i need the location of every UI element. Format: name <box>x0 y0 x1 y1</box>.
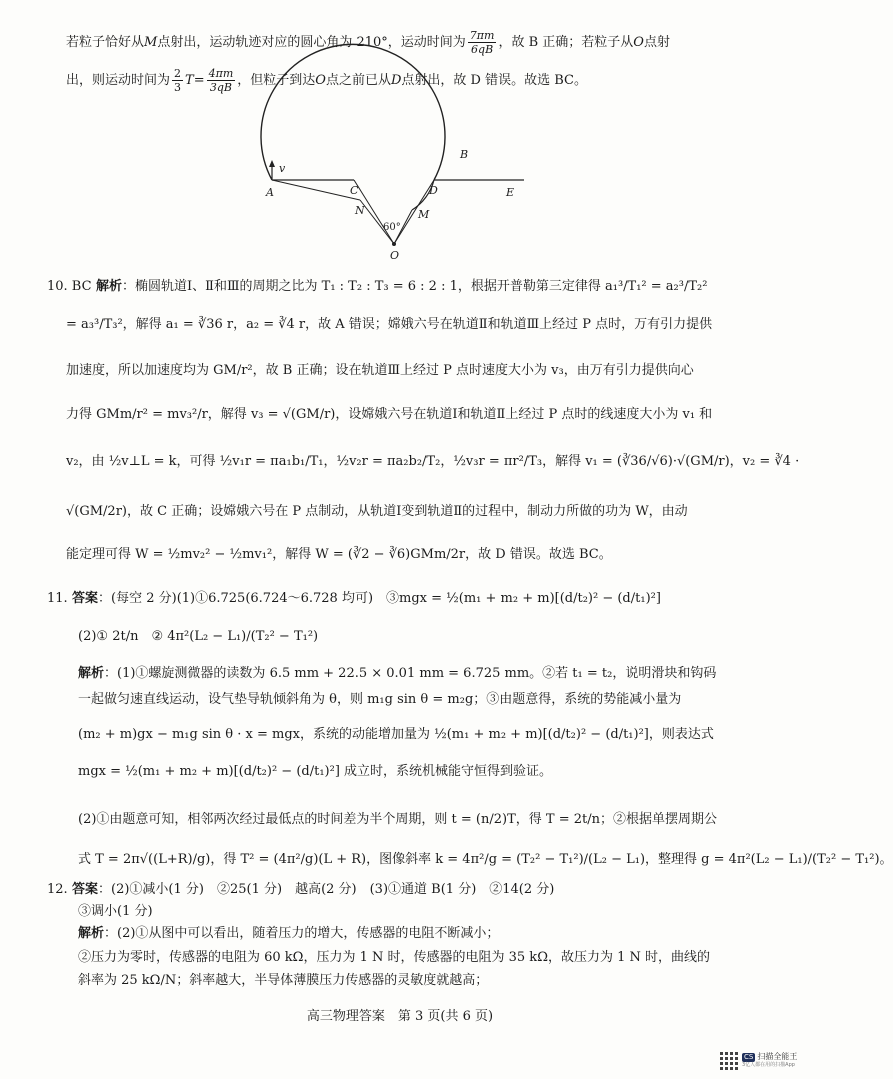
q12-line-4: ②压力为零时，传感器的电阻为 60 kΩ，压力为 1 N 时，传感器的电阻为 35 kΩ，故压力为 1 N 时，曲线的 <box>78 950 711 965</box>
q10-line-2: = a₃³/T₃²，解得 a₁ = ∛36 r，a₂ = ∛4 r，故 A 错误；嫦娥六号在轨道Ⅱ和轨道Ⅲ上经过 P 点时，万有引力提供 <box>66 317 713 332</box>
q12-number: 12. <box>47 882 68 897</box>
q12-answer-line-1: 答案：(2)①减小(1 分) ②25(1 分) 越高(2 分) (3)①通道 B(1 分) ②14(2 分) <box>72 882 555 897</box>
q11-line-4: 一起做匀速直线运动，设气垫导轨倾斜角为 θ，则 m₁g sin θ = m₂g；③由题意得，系统的势能减小量为 <box>78 692 682 707</box>
label-E: E <box>506 186 515 199</box>
q10-number: 10. BC <box>47 279 92 294</box>
q9-line-1: 若粒子恰好从M点射出，运动轨迹对应的圆心角为 210°，运动时间为 $\frac{7\pi m}{6qB}$ ，故 B 正确；若粒子从O点射 <box>66 29 670 56</box>
camscanner-logo-icon: CS <box>744 1053 754 1061</box>
label-C: C <box>350 184 359 197</box>
q10-line-3: 加速度，所以加速度均为 GM/r²，故 B 正确；设在轨道Ⅲ上经过 P 点时速度大小为 v₃，由万有引力提供向心 <box>66 363 694 378</box>
fraction-2-3: $\frac{2}{3}$ <box>174 67 182 94</box>
q11-answer-line-2: (2)① 2t/n ② 4π²(L₂ − L₁)/(T₂² − T₁²) <box>78 629 319 644</box>
page-footer: 高三物理答案 第 3 页(共 6 页) <box>306 1009 494 1024</box>
label-O: O <box>390 249 400 262</box>
label-N: N <box>355 204 365 217</box>
q12-line-3: 解析：(2)①从图中可以看出，随着压力的增大，传感器的电阻不断减小； <box>78 926 500 941</box>
label-v: v <box>279 162 286 175</box>
trajectory-arc <box>261 44 445 180</box>
q10-line-5: v₂，由 ½v⊥L = k，可得 ½v₁r = πa₁b₁/T₁，½v₂r = πa₂b₂/T₂，½v₃r = πr²/T₃，解得 v₁ = (∛36/√6)·√(GM/r)，v₂ = ∛4 · <box>66 454 800 469</box>
label-angle: 60° <box>383 222 401 233</box>
q12-line-5: 斜率为 25 kΩ/N；斜率越大，半导体薄膜压力传感器的灵敏度就越高； <box>78 973 489 988</box>
q10-line-6: √(GM/2r)，故 C 正确；设嫦娥六号在 P 点制动，从轨道Ⅰ变到轨道Ⅱ的过程中，制动力所做的功为 W，由动 <box>66 504 688 519</box>
q11-line-5: (m₂ + m)gx − m₁g sin θ · x = mgx，系统的动能增加量为 ½(m₁ + m₂ + m)[(d/t₂)² − (d/t₁)²]，则表达式 <box>78 727 714 742</box>
qr-code <box>720 1052 738 1070</box>
q11-line-3: 解析：(1)①螺旋测微器的读数为 6.5 mm + 22.5 × 0.01 mm = 6.725 mm。②若 t₁ = t₂，说明滑块和钩码 <box>78 666 717 681</box>
q10-line-1: 解析：椭圆轨道Ⅰ、Ⅱ和Ⅲ的周期之比为 T₁ : T₂ : T₃ = 6 : 2 : 1，根据开普勒第三定律得 a₁³/T₁² = a₂³/T₂² <box>96 279 708 294</box>
label-D: D <box>429 184 438 197</box>
q10-line-4: 力得 GMm/r² = mv₃²/r，解得 v₃ = √(GM/r)，设嫦娥六号在轨道Ⅰ和轨道Ⅱ上经过 P 点时的线速度大小为 v₁ 和 <box>66 407 713 422</box>
point-O <box>392 242 396 246</box>
q11-line-6: mgx = ½(m₁ + m₂ + m)[(d/t₂)² − (d/t₁)²] 成立时，系统机械能守恒得到验证。 <box>78 764 553 779</box>
line-AN <box>272 180 360 200</box>
fraction-4pim-3qb: $\frac{4\pi m}{3qB}$ <box>208 67 234 94</box>
q11-line-8: 式 T = 2π√((L+R)/g)，得 T² = (4π²/g)(L + R)，图像斜率 k = 4π²/g = (T₂² − T₁²)/(L₂ − L₁)，整理得 g = 4π²(L₂ − L₁)/(T₂² − T₁²)。 <box>78 852 893 867</box>
trajectory-diagram <box>262 92 532 262</box>
q11-answer-line-1: 答案：(每空 2 分)(1)①6.725(6.724～6.728 均可) ③mgx = ½(m₁ + m₂ + m)[(d/t₂)² − (d/t₁)²] <box>72 591 661 606</box>
scanner-watermark: CS 扫描全能王 3亿人都在用的扫描App <box>742 1052 798 1068</box>
label-A: A <box>266 186 274 199</box>
q10-line-7: 能定理可得 W = ½mv₂² − ½mv₁²，解得 W = (∛2 − ∛6)GMm/2r，故 D 错误。故选 BC。 <box>66 547 612 562</box>
velocity-arrowhead <box>269 160 275 167</box>
q12-answer-line-2: ③调小(1 分) <box>78 904 153 919</box>
label-B: B <box>460 148 469 161</box>
label-M: M <box>418 208 430 221</box>
fraction-7pim-6qb: $\frac{7\pi m}{6qB}$ <box>469 29 495 56</box>
q11-number: 11. <box>47 591 68 606</box>
q11-line-7: (2)①由题意可知，相邻两次经过最低点的时间差为半个周期，则 t = (n/2)T，得 T = 2t/n；②根据单摆周期公 <box>78 812 717 827</box>
q9-line-2: 出，则运动时间为 $\frac{2}{3}$ T= $\frac{4\pi m}{3qB}$ ，但粒子到达O点之前已从D点射出，故 D 错误。故选 BC。 <box>66 67 587 94</box>
